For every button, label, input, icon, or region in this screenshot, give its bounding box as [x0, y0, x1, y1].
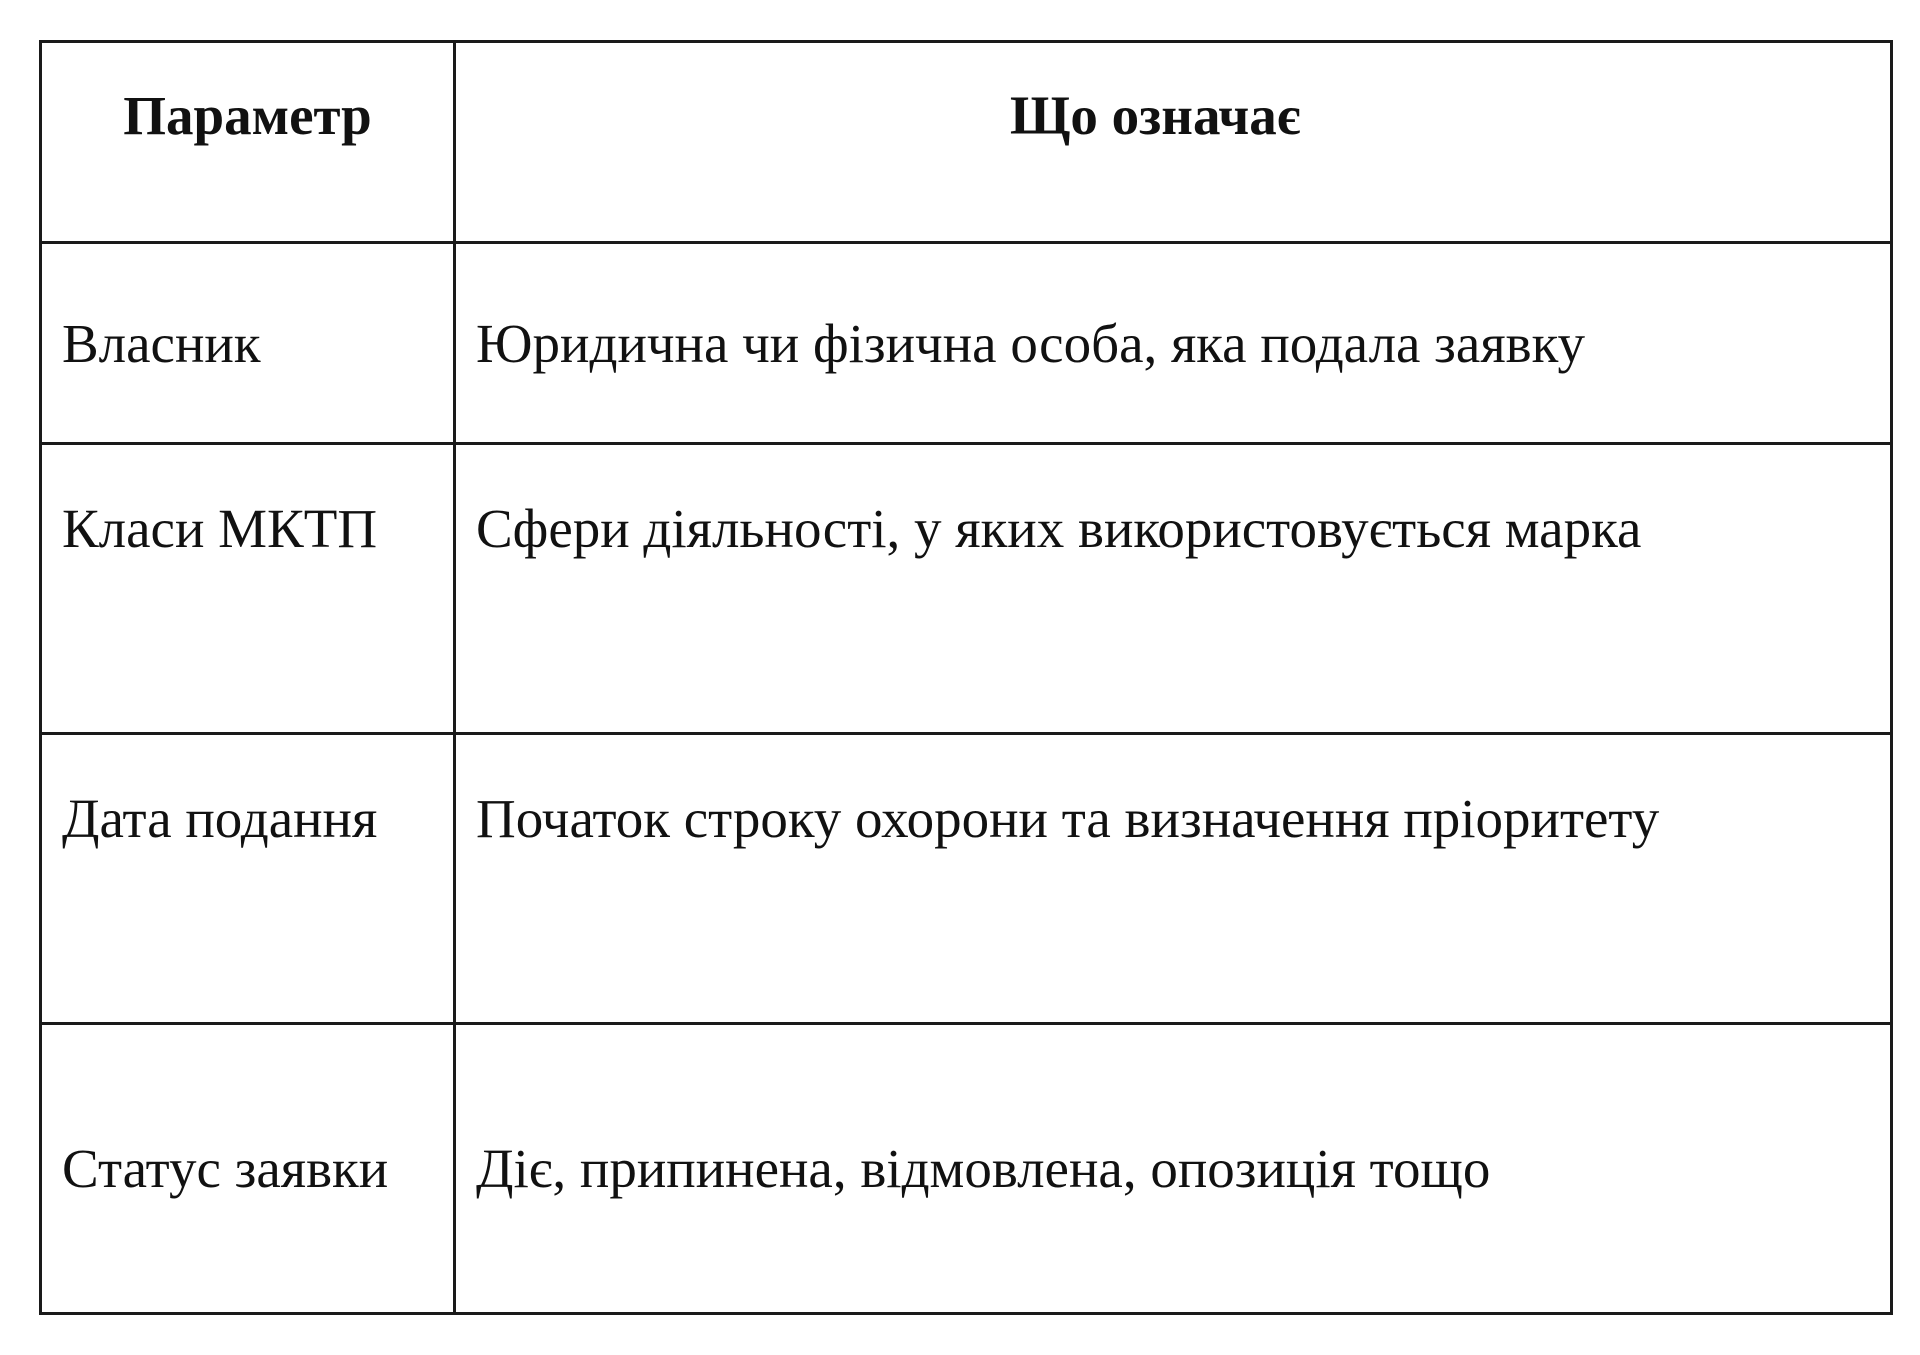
header-parameter-label: Параметр: [123, 85, 372, 146]
table-row: [41, 243, 1892, 444]
parameters-table: [39, 40, 1893, 1315]
table-header-row: [41, 42, 1892, 243]
header-meaning-label: Що означає: [1010, 85, 1301, 146]
parameter-text: Статус заявки: [62, 1138, 389, 1199]
table-row: [41, 444, 1892, 734]
meaning-text: Початок строку охорони та визначення пріоритету: [476, 788, 1660, 849]
meaning-cell: [455, 243, 1892, 444]
meaning-text: Діє, припинена, відмовлена, опозиція тощо: [476, 1138, 1491, 1199]
meaning-cell: [455, 444, 1892, 734]
meaning-cell: [455, 1024, 1892, 1314]
parameter-text: Дата подання: [62, 788, 378, 849]
table-row: [41, 1024, 1892, 1314]
header-meaning: [455, 42, 1892, 243]
parameter-cell: [41, 1024, 455, 1314]
meaning-text: Юридична чи фізична особа, яка подала заявку: [476, 312, 1586, 374]
table-row: [41, 734, 1892, 1024]
parameter-cell: [41, 734, 455, 1024]
parameter-text: Власник: [62, 312, 261, 374]
meaning-cell: [455, 734, 1892, 1024]
meaning-text: Сфери діяльності, у яких використовується марка: [476, 498, 1642, 559]
parameter-cell: [41, 444, 455, 734]
parameter-cell: [41, 243, 455, 444]
header-parameter: [41, 42, 455, 243]
parameter-text: Класи МКТП: [62, 498, 378, 559]
